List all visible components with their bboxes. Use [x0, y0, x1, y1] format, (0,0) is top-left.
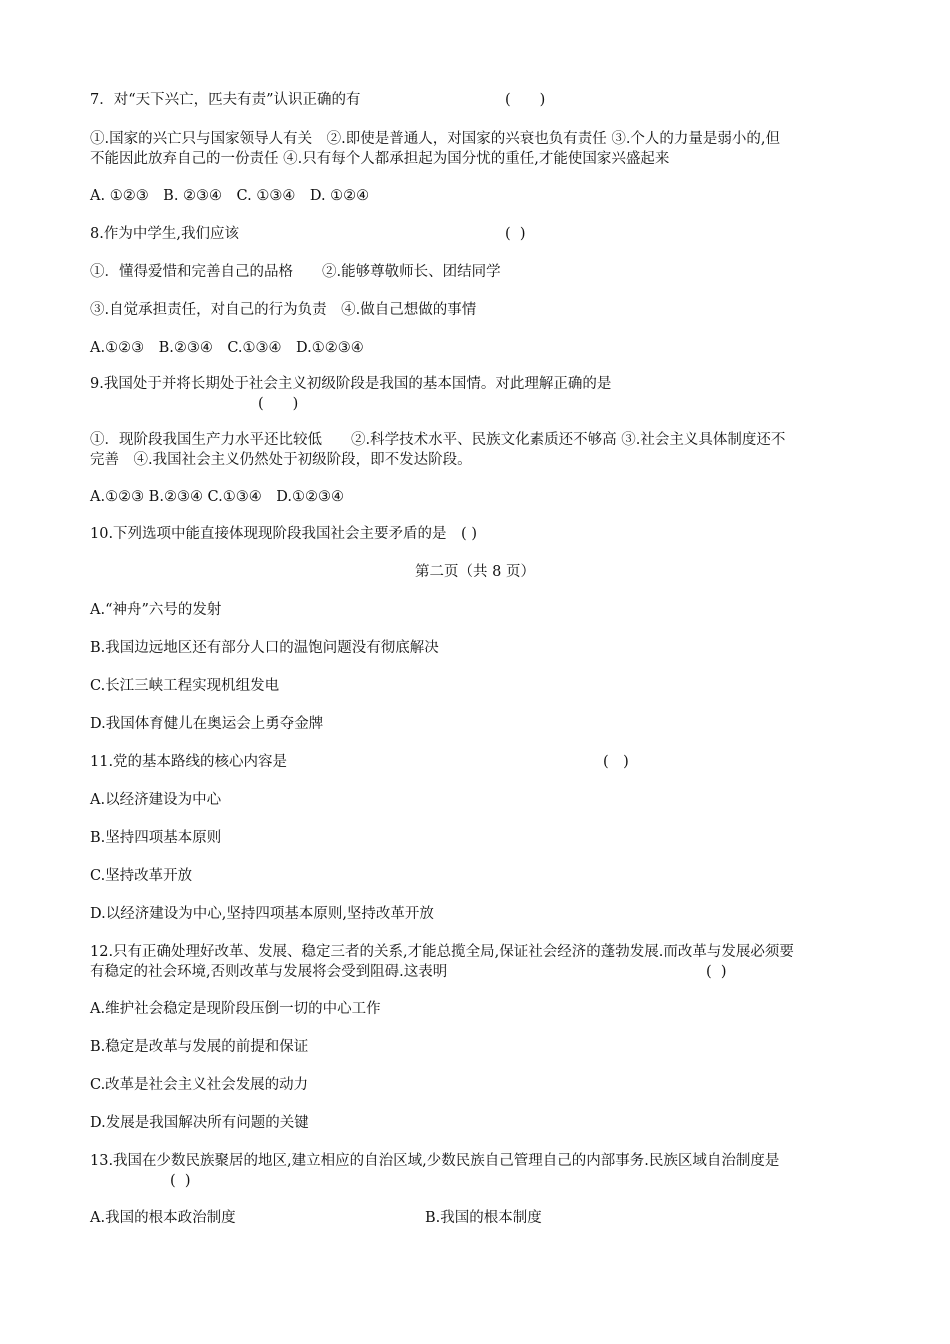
q9-options-line2: 完善 ④.我国社会主义仍然处于初级阶段，即不发达阶段。 — [90, 452, 472, 468]
q9-answer-blank: ( ) — [258, 396, 299, 412]
q11-option-b: B.坚持四项基本原则 — [90, 830, 222, 846]
q13-option-b: B.我国的根本制度 — [425, 1210, 542, 1226]
q10-option-d: D.我国体育健儿在奥运会上勇夺金牌 — [90, 716, 324, 732]
q12-option-d: D.发展是我国解决所有问题的关键 — [90, 1115, 309, 1131]
q9-stem: 9.我国处于并将长期处于社会主义初级阶段是我国的基本国情。对此理解正确的是 — [90, 376, 612, 392]
q13-stem: 13.我国在少数民族聚居的地区,建立相应的自治区域,少数民族自己管理自己的内部事务.民族区域自治制度是 — [90, 1153, 780, 1169]
q7-stem: 7．对“天下兴亡，匹夫有责”认识正确的有 — [90, 92, 361, 108]
q8-answers: A.①②③ B.②③④ C.①③④ D.①②③④ — [90, 340, 364, 356]
q12-option-c: C.改革是社会主义社会发展的动力 — [90, 1077, 309, 1093]
q11-answer-blank: ( ) — [603, 754, 629, 770]
q9-answers: A.①②③ B.②③④ C.①③④ D.①②③④ — [90, 489, 344, 505]
q12-stem-line2: 有稳定的社会环境,否则改革与发展将会受到阻碍.这表明 — [90, 964, 448, 980]
q12-stem-line1: 12.只有正确处理好改革、发展、稳定三者的关系,才能总揽全局,保证社会经济的蓬勃发展.而改革与发展必须要 — [90, 944, 794, 960]
q7-options-line2: 不能因此放弃自己的一份责任 ④.只有每个人都承担起为国分忧的重任,才能使国家兴盛起来 — [90, 151, 670, 167]
page-footer: 第二页（共 8 页） — [415, 564, 535, 580]
q7-options-line1: ①.国家的兴亡只与国家领导人有关 ②.即使是普通人，对国家的兴衰也负有责任 ③.个人的力量是弱小的,但 — [90, 131, 781, 147]
q10-option-c: C.长江三峡工程实现机组发电 — [90, 678, 280, 694]
q7-answers: A. ①②③ B. ②③④ C. ①③④ D. ①②④ — [90, 188, 370, 204]
q8-options-line1: ①．懂得爱惜和完善自己的品格 ②.能够尊敬师长、团结同学 — [90, 264, 501, 280]
q12-option-b: B.稳定是改革与发展的前提和保证 — [90, 1039, 309, 1055]
q8-stem: 8.作为中学生,我们应该 — [90, 226, 239, 242]
q9-options-line1: ①．现阶段我国生产力水平还比较低 ②.科学技术水平、民族文化素质还不够高 ③.社会主义具体制度还不 — [90, 432, 786, 448]
q11-option-a: A.以经济建设为中心 — [90, 792, 222, 808]
q8-answer-blank: ( ) — [505, 226, 526, 242]
q8-options-line2: ③.自觉承担责任，对自己的行为负责 ④.做自己想做的事情 — [90, 302, 477, 318]
q10-stem: 10.下列选项中能直接体现现阶段我国社会主要矛盾的是 ( ) — [90, 526, 477, 542]
q7-answer-blank: ( ) — [505, 92, 546, 108]
q13-answer-blank: ( ) — [170, 1173, 191, 1189]
q11-option-c: C.坚持改革开放 — [90, 868, 193, 884]
q11-option-d: D.以经济建设为中心,坚持四项基本原则,坚持改革开放 — [90, 906, 434, 922]
q10-option-b: B.我国边远地区还有部分人口的温饱问题没有彻底解决 — [90, 640, 439, 656]
q12-option-a: A.维护社会稳定是现阶段压倒一切的中心工作 — [90, 1001, 381, 1017]
q12-answer-blank: ( ) — [706, 964, 727, 980]
q13-option-a: A.我国的根本政治制度 — [90, 1210, 236, 1226]
q11-stem: 11.党的基本路线的核心内容是 — [90, 754, 288, 770]
q10-option-a: A.“神舟”六号的发射 — [90, 602, 222, 618]
